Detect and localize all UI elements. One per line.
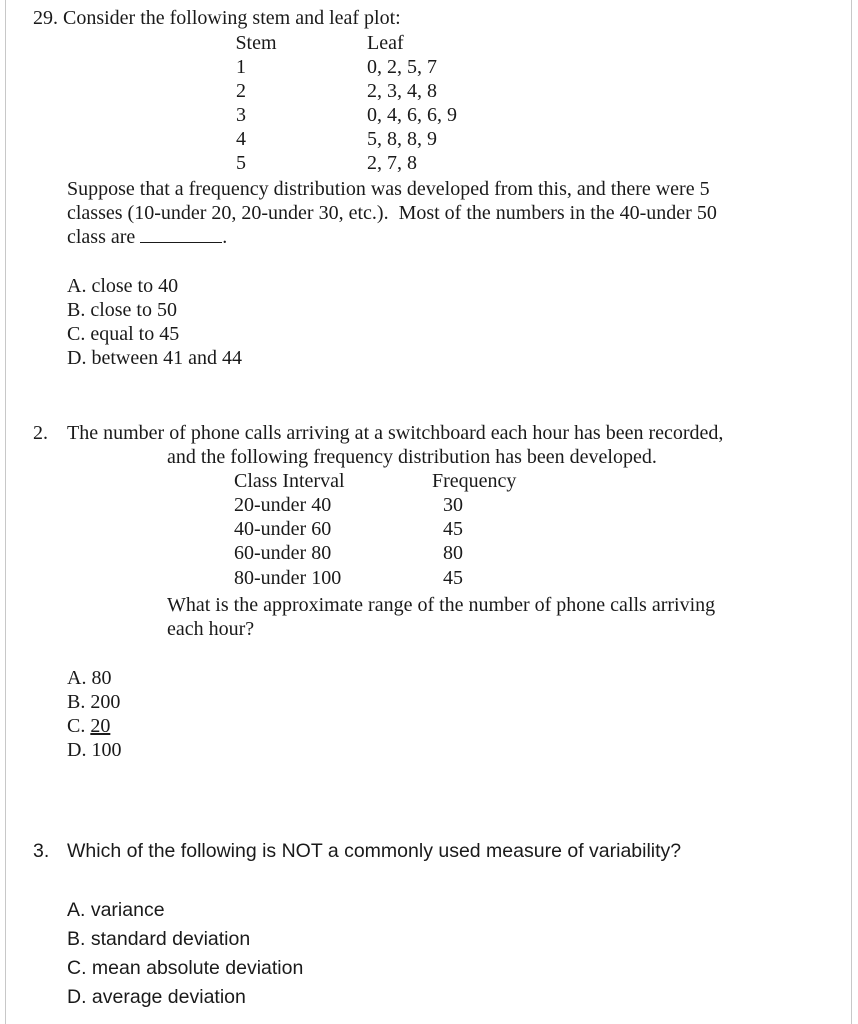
- q2-number: 2.: [33, 422, 48, 444]
- q3-option-a[interactable]: A. variance: [67, 899, 165, 921]
- option-letter: B.: [67, 691, 86, 713]
- frequency-header: Frequency: [432, 470, 517, 492]
- page-border-right: [851, 0, 852, 1024]
- q29-option-c[interactable]: C. equal to 45: [67, 323, 180, 345]
- q29-title: 29. Consider the following stem and leaf plot:: [33, 7, 401, 29]
- q3-number: 3.: [33, 840, 50, 862]
- class-interval-header: Class Interval: [234, 470, 345, 492]
- stem-value: 2: [236, 80, 246, 102]
- q3-option-d[interactable]: D. average deviation: [67, 986, 246, 1008]
- option-letter: A.: [67, 667, 87, 689]
- q3-option-c[interactable]: C. mean absolute deviation: [67, 957, 304, 979]
- answer-blank: [140, 228, 222, 243]
- frequency-cell: 45: [443, 518, 463, 540]
- option-value: 80: [91, 667, 112, 689]
- leaf-value: 0, 4, 6, 6, 9: [367, 104, 457, 126]
- q2-question-line: each hour?: [167, 618, 255, 640]
- frequency-cell: 80: [443, 542, 463, 564]
- stem-value: 4: [236, 128, 246, 150]
- stem-header: Stem: [235, 32, 277, 54]
- q2-line: The number of phone calls arriving at a switchboard each hour has been recorded,: [67, 422, 724, 444]
- option-value: 100: [91, 739, 122, 761]
- stem-value: 5: [236, 152, 246, 174]
- q2-line: and the following frequency distribution has been developed.: [167, 446, 657, 468]
- q29-paragraph-period: .: [222, 226, 228, 248]
- q2-option-c[interactable]: [67, 714, 110, 738]
- q29-option-a[interactable]: A. close to 40: [67, 275, 179, 297]
- page-border-left: [5, 0, 6, 1024]
- class-interval-cell: 40-under 60: [234, 518, 332, 540]
- q2-option-b[interactable]: [67, 690, 120, 714]
- leaf-value: 0, 2, 5, 7: [367, 56, 437, 78]
- q29-paragraph-text: class are: [67, 226, 136, 248]
- leaf-value: 5, 8, 8, 9: [367, 128, 437, 150]
- frequency-cell: 30: [443, 494, 463, 516]
- option-letter: D.: [67, 739, 87, 761]
- leaf-value: 2, 3, 4, 8: [367, 80, 437, 102]
- q29-paragraph-line: Suppose that a frequency distribution was developed from this, and there were 5: [67, 178, 710, 200]
- option-value: 200: [90, 691, 121, 713]
- stem-value: 1: [236, 56, 246, 78]
- class-interval-cell: 60-under 80: [234, 542, 332, 564]
- q29-paragraph-line-3: [67, 225, 227, 249]
- frequency-cell: 45: [443, 567, 463, 589]
- q3-question: Which of the following is NOT a commonly used measure of variability?: [67, 840, 682, 862]
- leaf-header: Leaf: [367, 32, 404, 54]
- q3-option-b[interactable]: B. standard deviation: [67, 928, 251, 950]
- q29-option-b[interactable]: B. close to 50: [67, 299, 177, 321]
- q2-option-d[interactable]: [67, 738, 121, 762]
- option-letter: C.: [67, 715, 86, 737]
- stem-value: 3: [236, 104, 246, 126]
- q29-option-d[interactable]: D. between 41 and 44: [67, 347, 242, 369]
- class-interval-cell: 20-under 40: [234, 494, 332, 516]
- q29-paragraph-line: classes (10-under 20, 20-under 30, etc.). Most of the numbers in the 40-under 50: [67, 202, 717, 224]
- class-interval-cell: 80-under 100: [234, 567, 342, 589]
- q2-question-line: What is the approximate range of the number of phone calls arriving: [167, 594, 716, 616]
- option-value-underlined: 20: [90, 715, 111, 737]
- leaf-value: 2, 7, 8: [367, 152, 417, 174]
- q2-option-a[interactable]: [67, 666, 111, 690]
